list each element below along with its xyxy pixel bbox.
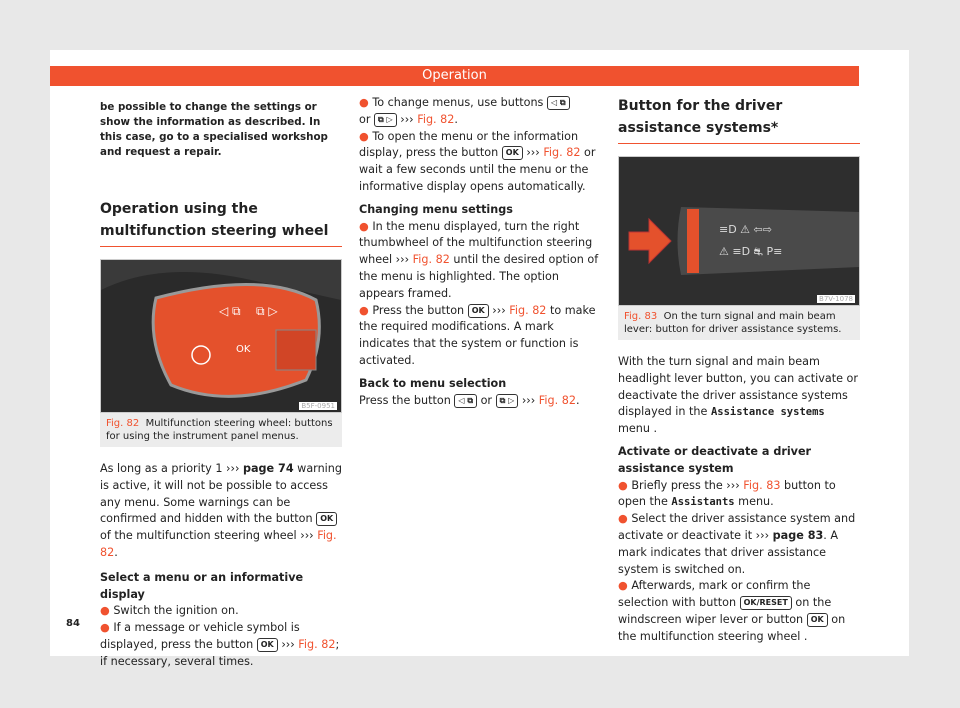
subheading: Changing menu settings <box>359 202 513 216</box>
paragraph: As long as a priority 1 ››› page 74 warning is active, it will not be possible to access any menu. Some warnings can be confirmed and hidden with the button OK of the multifunction steering wheel ››› Fig. 82. <box>100 462 342 559</box>
column-2 <box>359 95 601 409</box>
ok-key-icon: OK <box>257 638 278 652</box>
bullet-item: ● To open the menu or the information display, press the button OK ››› Fig. 82 or wait a few seconds until the menu or the informative display opens automatically. <box>359 129 596 193</box>
steering-wheel-illustration <box>101 260 341 412</box>
section-heading: Operation using the multifunction steering wheel <box>100 198 342 247</box>
header-title: Operation <box>422 68 487 83</box>
note-text: be possible to change the settings or show the information as described. In this case, go to a specialised workshop and request a repair. <box>100 101 328 158</box>
next-menu-key-icon: ⧉ ▷ <box>374 113 397 127</box>
svg-text:◁ ⧉: ◁ ⧉ <box>219 304 241 318</box>
next-menu-key-icon: ⧉ ▷ <box>496 394 519 408</box>
bullet-item: ● Select the driver assistance system and activate or deactivate it ››› page 83. A mark indicates that driver assistance system is switched on. <box>618 512 856 576</box>
page-number: 84 <box>66 618 80 629</box>
bullet-item: ● Press the button OK ››› Fig. 82 to make the required modifications. A mark indicates that the system or function is activated. <box>359 303 596 367</box>
bullet-item: ● If a message or vehicle symbol is displayed, press the button OK ››› Fig. 82; if necessary, several times. <box>100 621 340 668</box>
ok-key-icon: OK <box>502 146 523 160</box>
figure-82 <box>100 259 342 413</box>
bullet-item: ● Briefly press the ››› Fig. 83 button to open the Assistants menu. <box>618 478 836 509</box>
prev-menu-key-icon: ◁ ⧉ <box>454 394 477 408</box>
paragraph: Press the button ◁ ⧉ or ⧉ ▷ ››› Fig. 82. <box>359 393 580 407</box>
paragraph: With the turn signal and main beam headlight lever button, you can activate or deactivate the driver assistance systems displayed in the Assistance systems menu . <box>618 355 858 436</box>
bullet-item: ● To change menus, use buttons ◁ ⧉ or ⧉ ▷ ››› Fig. 82. <box>359 95 601 129</box>
subheading: Activate or deactivate a driver assistance system <box>618 444 812 475</box>
bullet-item: ● In the menu displayed, turn the right thumbwheel of the multifunction steering wheel ››› Fig. 82 until the desired option of the menu is highlighted. The option appears framed. <box>359 219 599 300</box>
turn-signal-lever-illustration <box>619 157 859 305</box>
figure-id: B5F-0951 <box>301 402 335 410</box>
svg-text:OK: OK <box>236 344 251 355</box>
figure-id: B7V-1078 <box>819 295 853 303</box>
svg-text:⚠ ≡D ⛐ P≡: ⚠ ≡D ⛐ P≡ <box>719 245 783 258</box>
figure-caption: Fig. 82 Multifunction steering wheel: buttons for using the instrument panel menus. <box>100 413 342 447</box>
ok-reset-key-icon: OK/RESET <box>740 596 792 610</box>
svg-text:≡D ⚠ ⇦⇨: ≡D ⚠ ⇦⇨ <box>719 223 772 236</box>
figure-caption: Fig. 83 On the turn signal and main beam lever: button for driver assistance systems. <box>618 306 860 340</box>
bullet-item: ● Switch the ignition on. <box>100 604 239 618</box>
ok-key-icon: OK <box>316 512 337 526</box>
svg-text:⧉ ▷: ⧉ ▷ <box>256 304 278 318</box>
ok-key-icon: OK <box>468 304 489 318</box>
subheading: Back to menu selection <box>359 376 507 390</box>
figure-83 <box>618 156 860 306</box>
ok-key-icon: OK <box>807 613 828 627</box>
bullet-item: ● Afterwards, mark or confirm the selection with button OK/RESET on the windscreen wiper lever or button OK on the multifunction steering wheel . <box>618 579 846 643</box>
prev-menu-key-icon: ◁ ⧉ <box>547 96 570 110</box>
section-heading: Button for the driver assistance systems* <box>618 95 860 144</box>
subheading: Select a menu or an informative display <box>100 570 304 601</box>
column-1 <box>100 100 342 671</box>
column-3 <box>618 95 860 646</box>
header-bar <box>50 66 859 86</box>
